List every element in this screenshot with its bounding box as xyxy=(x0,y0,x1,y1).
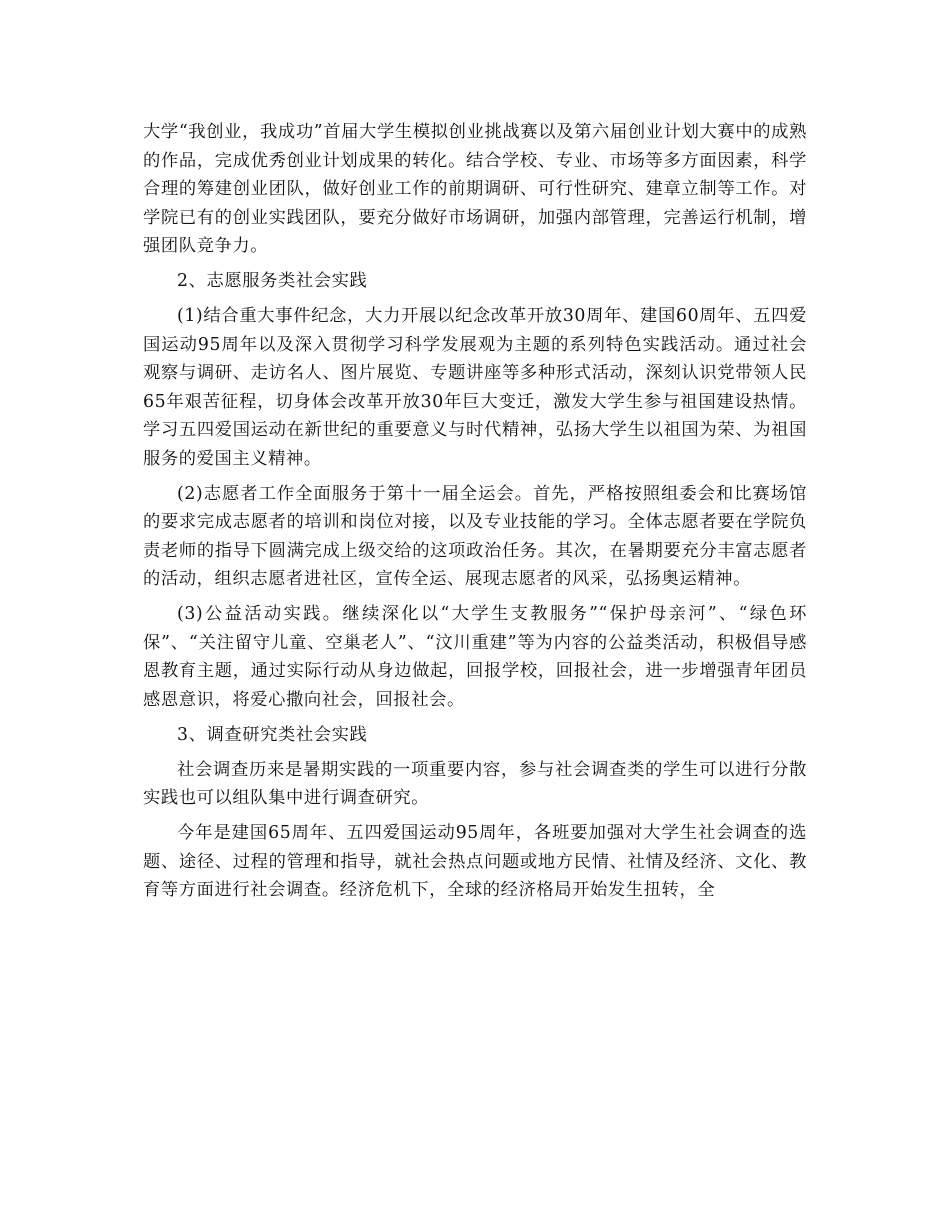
paragraph-major-events: (1)结合重大事件纪念，大力开展以纪念改革开放30周年、建国60周年、五四爱国运动95周年以及深入贯彻学习科学发展观为主题的系列特色实践活动。通过社会观察与调研、走访名人、图片展览、专题讲座等多种形式活动，深刻认识党带领人民65年艰苦征程，切身体会改革开放30年巨大变迁，激发大学生参与祖国建设热情。学习五四爱国运动在新世纪的重要意义与时代精神，弘扬大学生以祖国为荣、为祖国服务的爱国主义精神。 xyxy=(143,306,807,469)
paragraph-entrepreneurship-continued: 大学“我创业，我成功”首届大学生模拟创业挑战赛以及第六届创业计划大赛中的成熟的作品，完成优秀创业计划成果的转化。结合学校、专业、市场等多方面因素，科学合理的筹建创业团队，做好创业工作的前期调研、可行性研究、建章立制等工作。对学院已有的创业实践团队，要充分做好市场调研，加强内部管理，完善运行机制，增强团队竞争力。 xyxy=(143,122,807,256)
paragraph-social-survey-intro: 社会调查历来是暑期实践的一项重要内容，参与社会调查类的学生可以进行分散实践也可以组队集中进行调查研究。 xyxy=(143,759,807,808)
paragraph-public-welfare: (3)公益活动实践。继续深化以“大学生支教服务”“保护母亲河”、“绿色环保”、“关注留守儿童、空巢老人”、“汶川重建”等为内容的公益类活动，积极倡导感恩教育主题，通过实际行动从身边做起，回报学校，回报社会，进一步增强青年团员感恩意识，将爱心撒向社会，回报社会。 xyxy=(143,604,807,710)
paragraph-anniversary-survey: 今年是建国65周年、五四爱国运动95周年，各班要加强对大学生社会调查的选题、途径、过程的管理和指导，就社会热点问题或地方民情、社情及经济、文化、教育等方面进行社会调查。经济危机下，全球的经济格局开始发生扭转，全 xyxy=(143,823,807,900)
section-heading-survey-research: 3、调查研究类社会实践 xyxy=(177,724,368,745)
paragraph-national-games-volunteers: (2)志愿者工作全面服务于第十一届全运会。首先，严格按照组委会和比赛场馆的要求完成志愿者的培训和岗位对接，以及专业技能的学习。全体志愿者要在学院负责老师的指导下圆满完成上级交给的这项政治任务。其次，在暑期要充分丰富志愿者的活动，组织志愿者进社区，宣传全运、展现志愿者的风采，弘扬奥运精神。 xyxy=(143,483,807,589)
section-heading-volunteer-service: 2、志愿服务类社会实践 xyxy=(177,271,368,291)
document-body xyxy=(143,118,807,911)
